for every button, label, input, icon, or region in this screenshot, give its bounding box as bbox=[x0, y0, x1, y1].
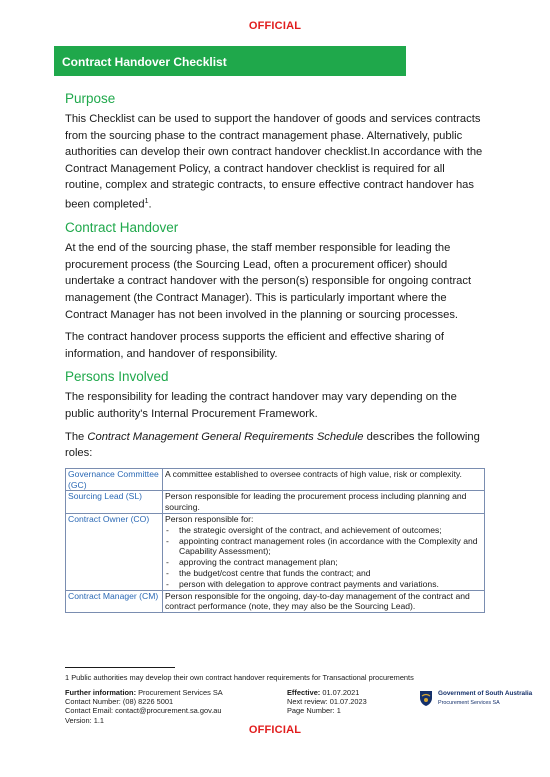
role-description: Person responsible for the ongoing, day-to-day management of the contract and contract performance (note, they may also be the Sourcing Lead). bbox=[163, 590, 485, 613]
role-description: Person responsible for: - the strategic oversight of the contract, and achievement of outcomes; - appointing contract management roles (in accordance with the Complexity and Capability Assessment); - approving the contract management plan; - the budget/cost centre that funds the contract; and - person with delegation to approve contract payments and variations. bbox=[163, 514, 485, 591]
further-info-label: Further information: bbox=[65, 688, 137, 697]
roles-table-row bbox=[66, 491, 485, 514]
roles-table-row bbox=[66, 590, 485, 613]
purpose-heading: Purpose bbox=[65, 91, 116, 106]
page-number: Page Number: 1 bbox=[287, 706, 341, 716]
purpose-paragraph: This Checklist can be used to support the handover of goods and services contracts from the sourcing phase to the contract management phase. Alternatively, public authorities can develop their own contract handover checklist.In accordance with the Contract Management Policy, a contract handover checklist is required for all routine, complex and strategic contracts, to ensure effective contract handover has been completed$^1$. bbox=[65, 113, 483, 211]
next-review-value: 01.07.2023 bbox=[329, 697, 367, 707]
persons-paragraph-1: The responsibility for leading the contract handover may vary depending on the public authority's Internal Procurement Framework. bbox=[65, 391, 457, 421]
footnote: 1 Public authorities may develop their own contract handover requirements for Transactional procurements bbox=[65, 673, 414, 682]
government-logo bbox=[418, 689, 533, 709]
role-description: A committee established to oversee contracts of high value, risk or complexity. bbox=[163, 468, 485, 491]
roles-table bbox=[65, 468, 485, 613]
next-review-label: Next review: bbox=[287, 697, 328, 707]
role-responsibility-list bbox=[165, 525, 482, 590]
role-responsibility-item: - the budget/cost centre that funds the contract; and bbox=[165, 568, 482, 579]
roles-table-row bbox=[66, 514, 485, 591]
role-name: Governance Committee (GC) bbox=[66, 468, 163, 491]
role-name: Contract Manager (CM) bbox=[66, 590, 163, 613]
handover-paragraph-1: At the end of the sourcing phase, the staff member responsible for leading the procurement process (the Sourcing Lead, often a procurement officer) should undertake a contract handover with the person(s) responsible for ongoing contract management (the Contract Manager). This is particularly important where the Contract Manager has not been involved in the planning or sourcing processes. bbox=[65, 242, 472, 321]
handover-paragraph-2: The contract handover process supports the efficient and effective sharing of information, and handover of responsibility. bbox=[65, 331, 444, 360]
main-content bbox=[65, 90, 485, 613]
footnote-divider bbox=[65, 667, 175, 668]
banner-title: Contract Handover Checklist bbox=[62, 55, 227, 69]
classification-top: OFFICIAL bbox=[248, 20, 302, 32]
persons-heading: Persons Involved bbox=[65, 369, 169, 385]
effective-label: Effective: bbox=[287, 688, 321, 697]
role-description: Person responsible for leading the procurement process including planning and sourcing. bbox=[163, 491, 485, 514]
footnote-ref[interactable]: 1 bbox=[144, 197, 149, 205]
footer-dates-column bbox=[287, 688, 367, 716]
gov-name: Government of South Australia bbox=[438, 690, 533, 697]
version: Version: 1.1 bbox=[65, 715, 105, 725]
contact-email: Contact Email: contact@procurement.sa.gov.au bbox=[65, 706, 222, 716]
role-name: Sourcing Lead (SL) bbox=[66, 491, 163, 514]
agency-name: Procurement Services SA bbox=[438, 700, 500, 706]
sa-crest-icon bbox=[418, 689, 434, 707]
persons-paragraph-2: The Contract Management General Requirements Schedule describes the following roles: bbox=[65, 430, 480, 460]
contact-number: Contact Number: (08) 8226 5001 bbox=[65, 697, 174, 707]
role-responsibility-item: - appointing contract management roles (in accordance with the Complexity and Capability Assessment); bbox=[165, 536, 482, 558]
roles-table-row bbox=[66, 468, 485, 491]
effective-value: 01.07.2021 bbox=[322, 688, 360, 697]
role-responsibility-item: - approving the contract management plan; bbox=[165, 557, 482, 568]
handover-heading: Contract Handover bbox=[65, 220, 179, 236]
role-name: Contract Owner (CO) bbox=[66, 514, 163, 591]
title-banner bbox=[54, 46, 406, 76]
further-info-value: Procurement Services SA bbox=[138, 688, 223, 697]
role-responsibility-item: - person with delegation to approve contract payments and variations. bbox=[165, 579, 482, 590]
role-responsibility-item: - the strategic oversight of the contract, and achievement of outcomes; bbox=[165, 525, 482, 536]
classification-bottom: OFFICIAL bbox=[248, 724, 302, 736]
footer-contact-column bbox=[65, 688, 223, 725]
